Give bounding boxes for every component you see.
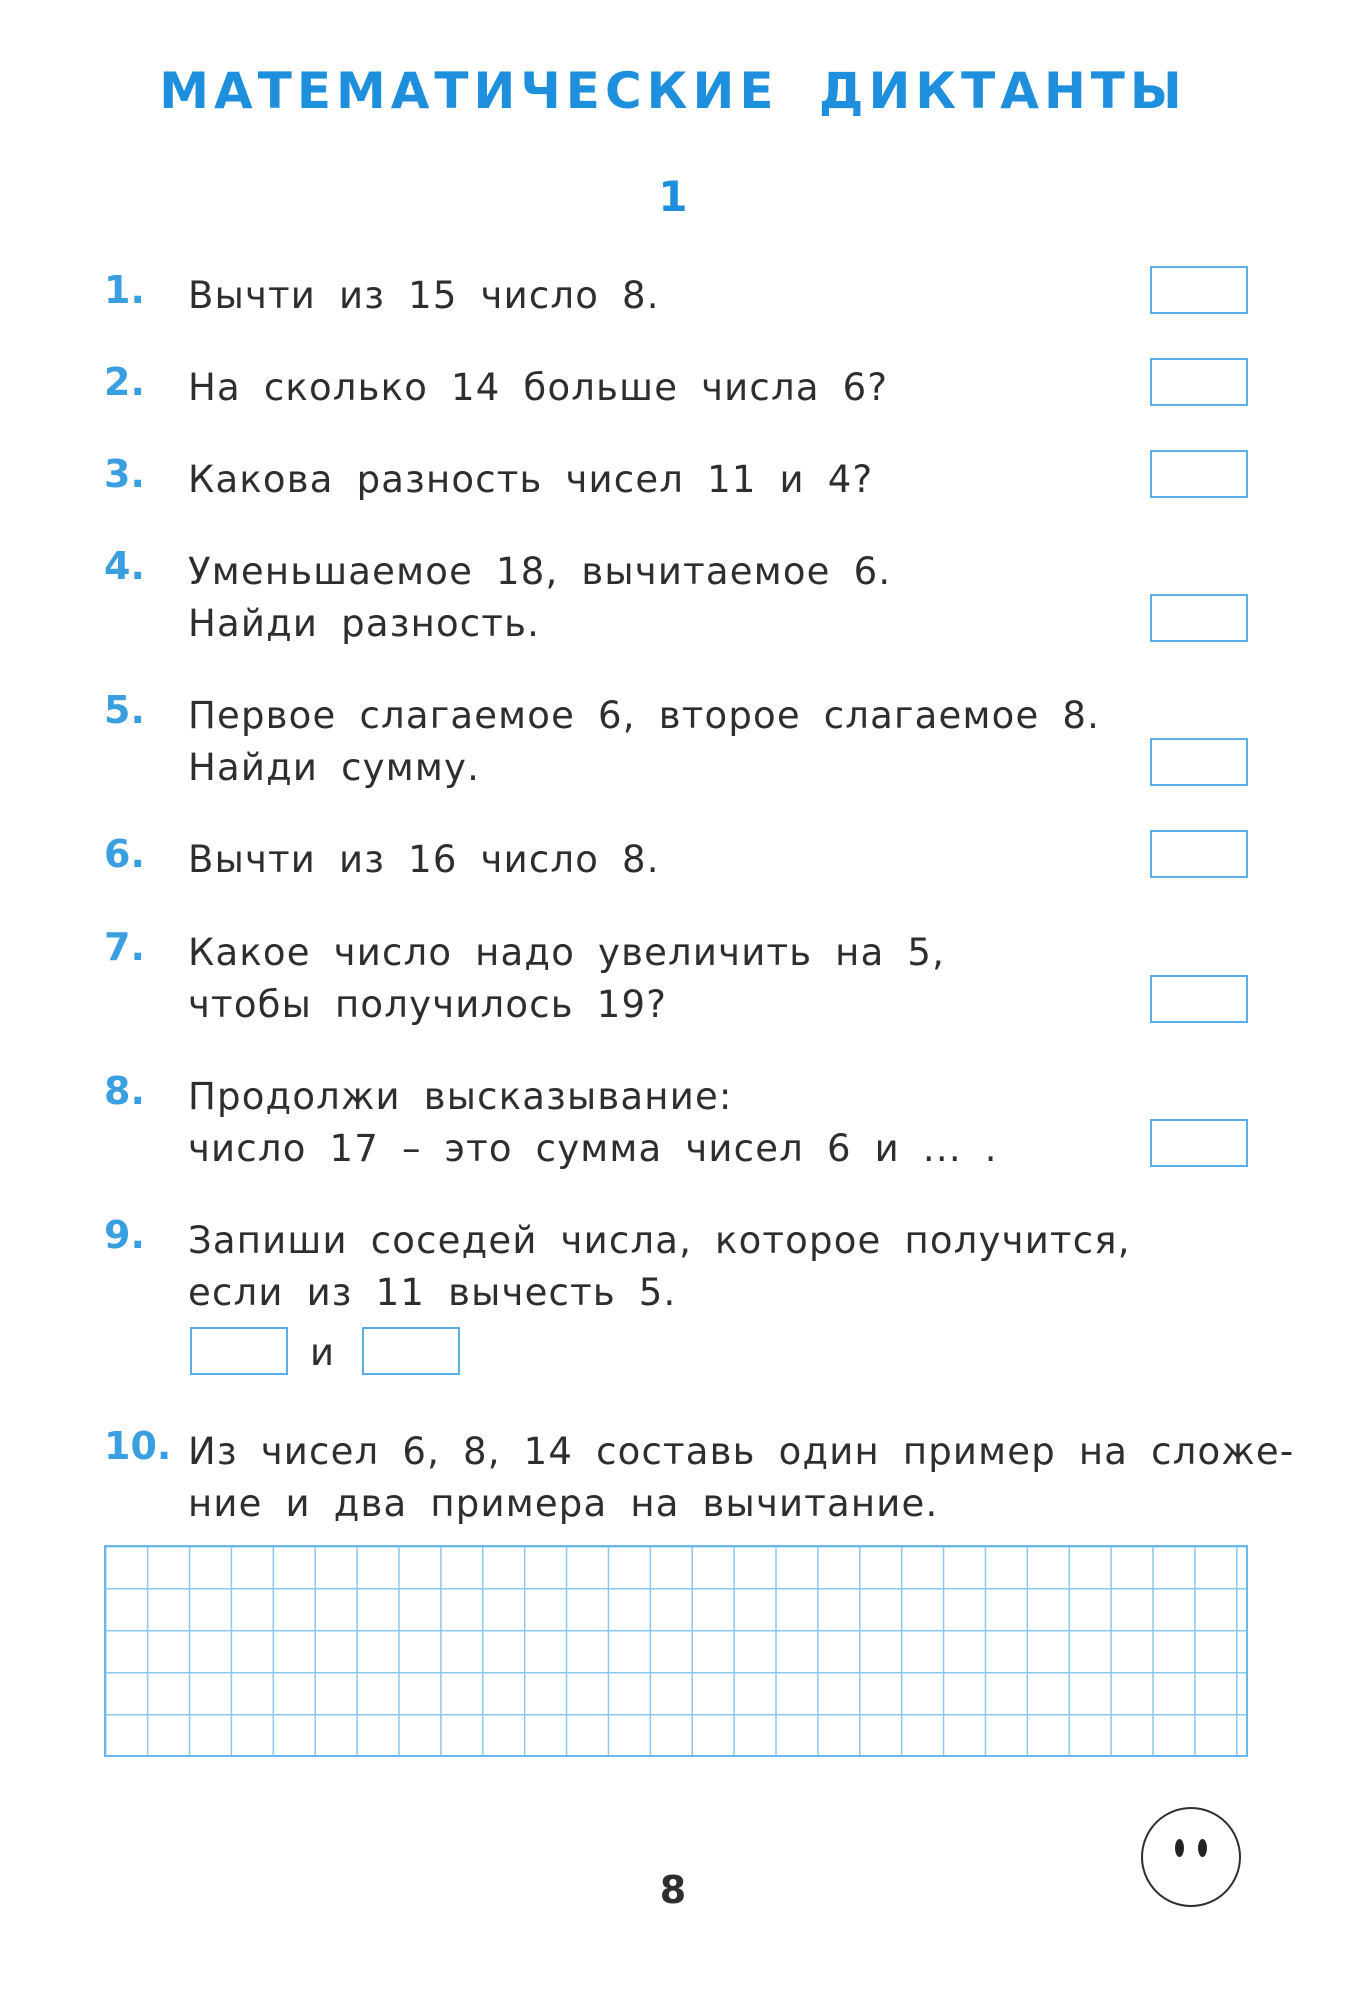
task-text-line: Найди разность. bbox=[188, 602, 541, 645]
task-text-line: Первое слагаемое 6, второе слагаемое 8. bbox=[188, 694, 1101, 737]
task-number: 5. bbox=[104, 688, 145, 732]
task-text-line: если из 11 вычесть 5. bbox=[188, 1271, 677, 1314]
task-number: 7. bbox=[104, 925, 145, 969]
task-text-line: Вычти из 16 число 8. bbox=[188, 838, 660, 881]
neighbor-box-right[interactable] bbox=[362, 1327, 460, 1375]
task-number: 6. bbox=[104, 832, 145, 876]
task-number: 3. bbox=[104, 452, 145, 496]
neighbor-box-left[interactable] bbox=[190, 1327, 288, 1375]
task-text-line: Запиши соседей числа, которое получится, bbox=[188, 1219, 1131, 1262]
answer-box-4[interactable] bbox=[1150, 594, 1248, 642]
task-text-line: Какое число надо увеличить на 5, bbox=[188, 931, 946, 974]
task-text bbox=[188, 690, 1100, 794]
answer-box-5[interactable] bbox=[1150, 738, 1248, 786]
task-text bbox=[188, 834, 660, 886]
task-number: 8. bbox=[104, 1069, 145, 1113]
task-text-line: ние и два примера на вычитание. bbox=[188, 1482, 939, 1525]
task-text-line: Уменьшаемое 18, вычитаемое 6. bbox=[188, 550, 892, 593]
answer-box-6[interactable] bbox=[1150, 830, 1248, 878]
task-text bbox=[188, 1426, 1294, 1530]
task-number: 1. bbox=[104, 268, 145, 312]
task-text-line: Какова разность чисел 11 и 4? bbox=[188, 458, 874, 501]
task-number: 9. bbox=[104, 1213, 145, 1257]
answer-box-3[interactable] bbox=[1150, 450, 1248, 498]
page-number: 8 bbox=[659, 1868, 687, 1912]
task-text-line: Из чисел 6, 8, 14 составь один пример на сложе- bbox=[188, 1430, 1295, 1473]
task-text bbox=[188, 546, 891, 650]
task-number: 10. bbox=[104, 1424, 172, 1468]
answer-grid[interactable] bbox=[104, 1545, 1248, 1757]
answer-box-7[interactable] bbox=[1150, 975, 1248, 1023]
task-text-line: На сколько 14 больше числа 6? bbox=[188, 366, 889, 409]
task-text-line: Вычти из 15 число 8. bbox=[188, 274, 660, 317]
task-text-line: Найди сумму. bbox=[188, 746, 481, 789]
page-title: МАТЕМАТИЧЕСКИЕ ДИКТАНТЫ bbox=[159, 62, 1187, 120]
answer-box-8[interactable] bbox=[1150, 1119, 1248, 1167]
task-text-line: Продолжи высказывание: bbox=[188, 1075, 733, 1118]
task-number: 4. bbox=[104, 544, 145, 588]
answer-box-2[interactable] bbox=[1150, 358, 1248, 406]
and-word: и bbox=[310, 1331, 335, 1374]
task-text bbox=[188, 362, 888, 414]
task-text bbox=[188, 927, 945, 1031]
answer-box-1[interactable] bbox=[1150, 266, 1248, 314]
task-text bbox=[188, 454, 873, 506]
task-text-line: чтобы получилось 19? bbox=[188, 983, 668, 1026]
task-text-line: число 17 – это сумма чисел 6 и ... . bbox=[188, 1127, 998, 1170]
task-text bbox=[188, 1215, 1131, 1319]
right-eye bbox=[1198, 1839, 1207, 1857]
left-eye bbox=[1175, 1839, 1184, 1857]
task-number: 2. bbox=[104, 360, 145, 404]
task-text bbox=[188, 1071, 998, 1175]
smiley-face-icon bbox=[1141, 1807, 1241, 1907]
task-text bbox=[188, 270, 660, 322]
dictation-number: 1 bbox=[658, 172, 688, 221]
